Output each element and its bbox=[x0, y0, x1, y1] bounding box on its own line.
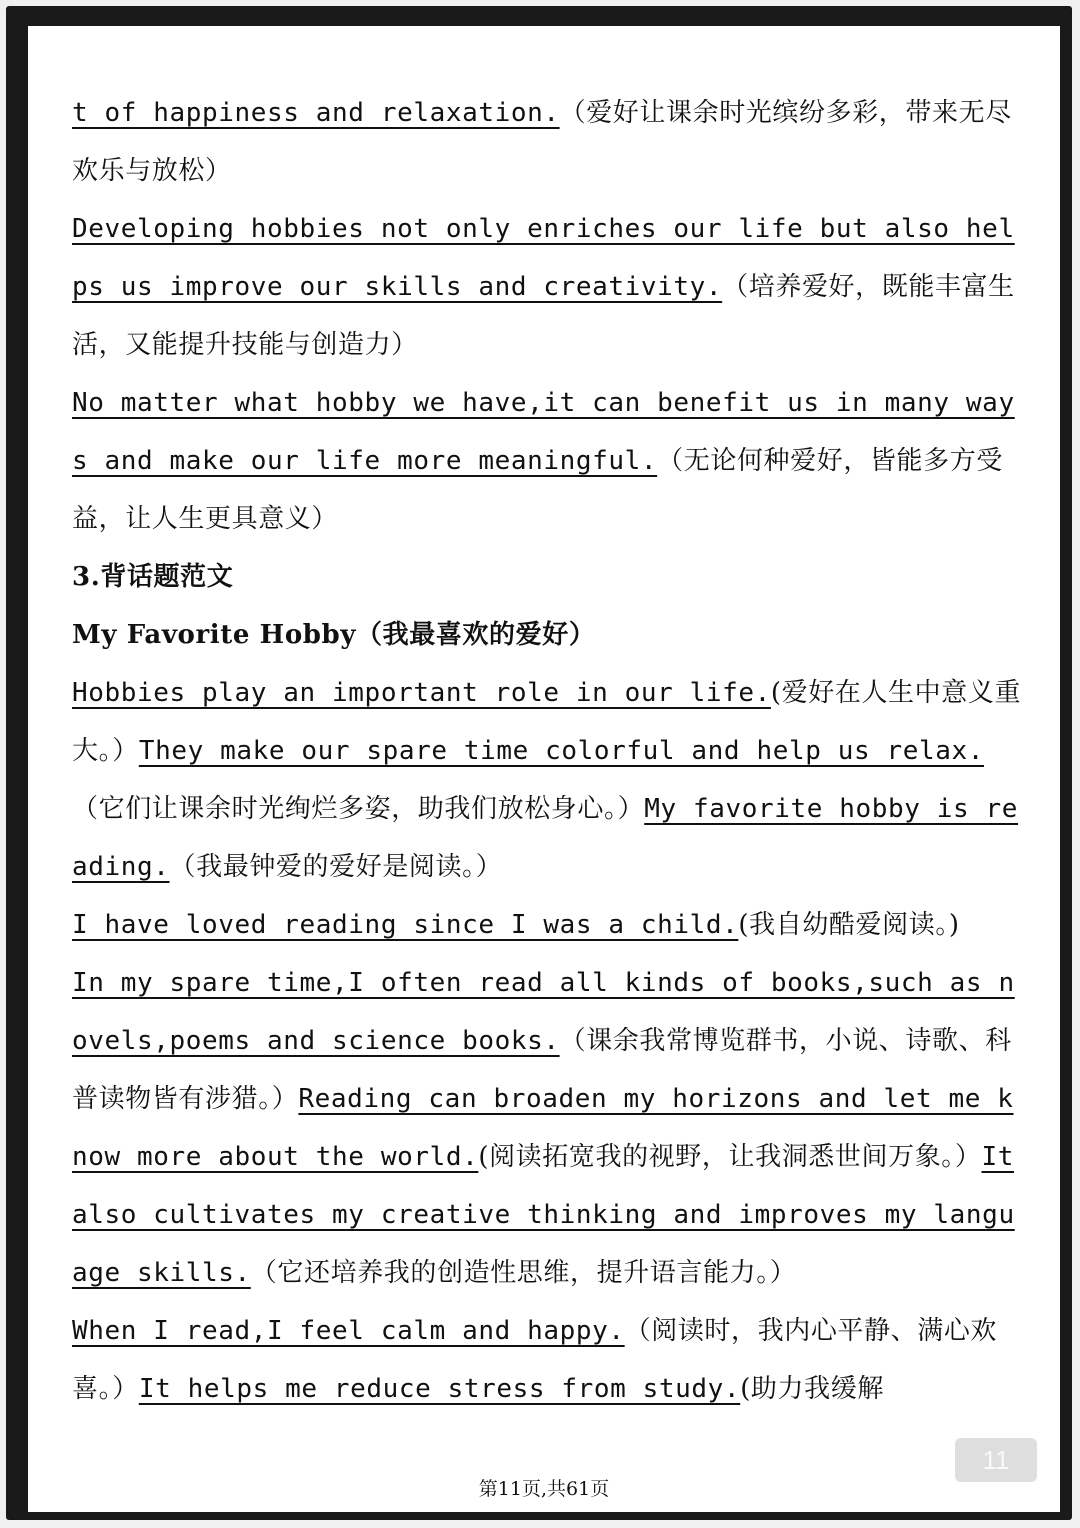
page-frame bbox=[6, 6, 1072, 1520]
chinese-translation: （无论何种爱好，皆能多方受益，让人生更具意义） bbox=[72, 446, 1003, 534]
english-sentence: t of happiness and relaxation. bbox=[72, 98, 560, 128]
english-sentence: Hobbies play an important role in our life. bbox=[72, 678, 771, 708]
chinese-translation: (我自幼酷爱阅读。) bbox=[738, 910, 960, 940]
paragraph bbox=[72, 1302, 1022, 1418]
english-sentence: It also cultivates my creative thinking and improves my language skills. bbox=[72, 1142, 1015, 1288]
chinese-translation: （它还培养我的创造性思维，提升语言能力。） bbox=[250, 1258, 797, 1288]
chinese-translation: （培养爱好，既能丰富生活，又能提升技能与创造力） bbox=[72, 272, 1015, 360]
section-heading bbox=[72, 606, 1022, 664]
paragraph bbox=[72, 896, 1022, 954]
paragraph bbox=[72, 374, 1022, 548]
english-sentence: When I read,I feel calm and happy. bbox=[72, 1316, 625, 1346]
paragraph bbox=[72, 84, 1022, 200]
paragraph bbox=[72, 664, 1022, 896]
paragraph bbox=[72, 954, 1022, 1302]
section-heading bbox=[72, 548, 1022, 606]
page-badge[interactable]: 11 bbox=[955, 1438, 1037, 1482]
chinese-translation: (爱好在人生中意义重大。） bbox=[72, 678, 1022, 766]
chinese-translation: （它们让课余时光绚烂多姿，助我们放松身心。） bbox=[72, 794, 645, 824]
english-sentence: Developing hobbies not only enriches our life but also helps us improve our skills and creativity. bbox=[72, 214, 1015, 302]
english-sentence: In my spare time,I often read all kinds of books,such as novels,poems and science books. bbox=[72, 968, 1015, 1056]
paragraph bbox=[72, 200, 1022, 374]
chinese-translation: （我最钟爱的爱好是阅读。） bbox=[169, 852, 503, 882]
english-sentence: It helps me reduce stress from study. bbox=[138, 1374, 741, 1404]
english-sentence: My favorite hobby is reading. bbox=[72, 794, 1019, 882]
chinese-translation: （爱好让课余时光缤纷多彩，带来无尽欢乐与放松） bbox=[72, 98, 1012, 186]
chinese-translation: （课余我常博览群书，小说、诗歌、科普读物皆有涉猎。） bbox=[72, 1026, 1012, 1114]
page-number-footer: 第11页,共61页 bbox=[478, 1478, 610, 1500]
chinese-translation: (阅读拓宽我的视野，让我洞悉世间万象。） bbox=[478, 1142, 982, 1172]
chinese-translation: My Favorite Hobby（我最喜欢的爱好） bbox=[72, 620, 596, 650]
chinese-translation: 3.背话题范文 bbox=[72, 562, 234, 592]
chinese-translation: （阅读时，我内心平静、满心欢喜。） bbox=[72, 1316, 998, 1404]
english-sentence: Reading can broaden my horizons and let me know more about the world. bbox=[72, 1084, 1014, 1172]
document-page bbox=[28, 26, 1060, 1512]
english-sentence: No matter what hobby we have,it can benefit us in many ways and make our life more meaningful. bbox=[72, 388, 1015, 476]
english-sentence: They make our spare time colorful and help us relax. bbox=[138, 736, 984, 766]
document-body bbox=[72, 84, 1022, 1418]
english-sentence: I have loved reading since I was a child. bbox=[72, 910, 739, 940]
chinese-translation: (助力我缓解 bbox=[740, 1374, 884, 1404]
